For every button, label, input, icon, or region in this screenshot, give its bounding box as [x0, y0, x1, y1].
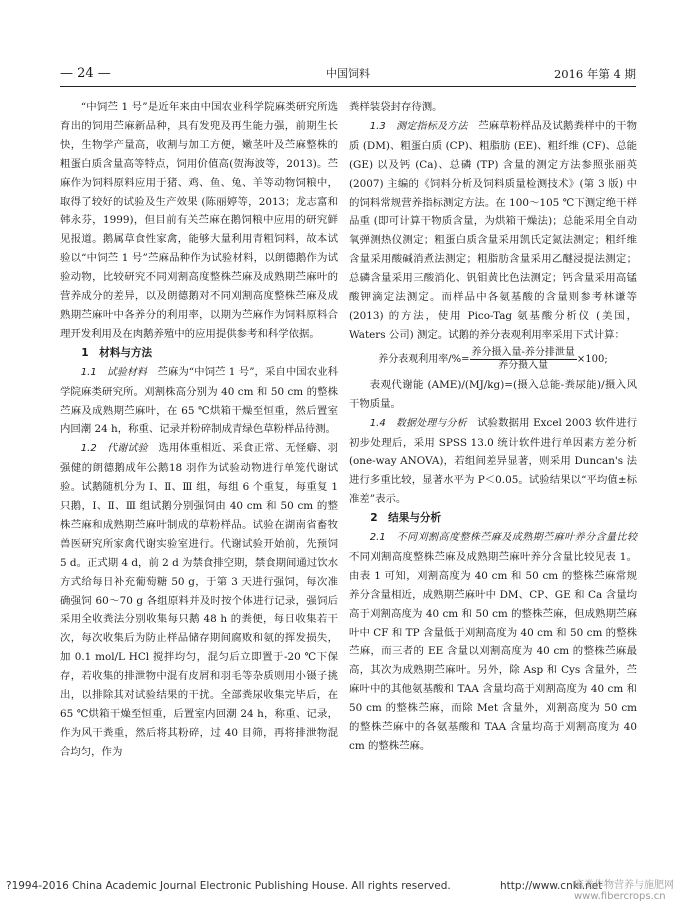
section-1-3-paragraph [349, 117, 637, 345]
page-number: — 24 — [60, 66, 111, 81]
site-watermark [574, 880, 674, 902]
watermark-url: www.fibercrops.cn [574, 891, 666, 902]
section-2-1-label: 2.1 不同刈割高度整株苎麻及成熟期苎麻叶养分含量比较 [369, 532, 637, 544]
section-2-heading: 2 结果与分析 [370, 512, 442, 525]
section-2-1-paragraph [349, 528, 637, 756]
section-1-2-text: 选用体重相近、采食正常、无怪癖、羽强健的朗德鹅成年公鹅18 羽作为试验动物进行单笼代谢试验。试鹅随机分为 Ⅰ、Ⅱ、Ⅲ 组，每组 6 个重复，每重复 1 只鹅，Ⅰ、Ⅱ、Ⅲ 组试鹅分别强饲由 40 cm 和 50 cm 的整株苎麻和成熟期苎麻叶制成的草粉样品。试验在湖南省畜牧兽医研究所家禽代谢实验室进行。代谢试验开始前，先预饲 5 d。正式期 4 d，前 2 d 为禁食排空期，禁食期间通过饮水方式给每日补充葡萄糖 50 g，于第 3 天进行强饲，每次准确强饲 60～70 g 各组原料并及时按个体进行记录，强饲后采用全收粪法分别收集每只鹅 48 h 的粪便，每日收集若干次，每次收集后为防止样品储存期间腐败和氨的挥发损失，加 0.1 mol/L HCl 搅拌均匀，混匀后立即置于-20 ℃下保存，若收集的排泄物中混有皮屑和羽毛等杂质则用小镊子挑出，以排除其对试验结果的干扰。全部粪尿收集完毕后，在 65 ℃烘箱干燥至恒重，后置室内回潮 24 h，称重、记录，作为风干粪重，然后将其粉碎，过 40 目筛，再将排泄物混合均匀，作为 [60, 442, 339, 758]
section-1-4-text: 试验数据用 Excel 2003 软件进行初步处理后，采用 SPSS 13.0 统计软件进行单因素方差分析(one-way ANOVA)，若组间差异显著，则采用 Duncan's 法进行多重比较，显著水平为 P＜0.05。试验结果以“平均值±标准差”表示。 [349, 416, 637, 506]
running-header [60, 66, 636, 82]
journal-name: 中国饲料 [326, 67, 370, 80]
page-footer [0, 880, 686, 902]
formula-tail: ×100; [576, 353, 608, 365]
formula-fraction [470, 347, 577, 372]
continued-text: 粪样装袋封存待测。 [349, 101, 443, 113]
watermark-title: 麻类作物营养与施肥网 [574, 880, 674, 891]
section-1-1-text: 苎麻为“中饲苎 1 号”，采自中国农业科学院麻类研究所。刈割株高分别为 40 cm 和 50 cm 的整株苎麻及成熟期苎麻叶，在 65 ℃烘箱干燥至恒重，然后置室内回潮 24 h，称重、记录并粉碎制成青绿色草粉样品待测。 [60, 365, 339, 436]
formula-numerator: 养分摄入量-养分排泄量 [471, 346, 575, 358]
header-rule [60, 86, 636, 87]
formula-lhs: 养分表观利用率/%= [378, 353, 470, 365]
section-1-1-label: 1.1 试验材料 [80, 366, 147, 378]
cnki-link[interactable]: http://www.cnki.net [500, 880, 603, 892]
section-1-1-paragraph [60, 363, 338, 440]
section-1-2-paragraph [60, 439, 338, 761]
section-1-3-text: 苎麻草粉样品及试鹅粪样中的干物质 (DM)、粗蛋白质 (CP)、粗脂肪 (EE)、粗纤维 (CF)、总能 (GE) 以及钙 (Ca)、总磷 (TP) 含量的测定方法参照张丽英 (2007) 主编的《饲料分析及饲料质量检测技术》(第 3 版) 中的饲料常规营养指标测定方法。在 100～105 ℃下测定绝干样品重 (即可计算干物质含量，为烘箱干燥法)；总能采用全自动氧弹测热仪测定；粗蛋白质含量采用凯氏定氮法测定；粗纤维含量采用酸碱消煮法测定；粗脂肪含量采用乙醚浸提法测定；总磷含量采用三酸消化、钒钼黄比色法测定；钙含量采用高锰酸钾滴定法测定。而样品中各氨基酸的含量则参考林谦等 (2013) 的方法，使用 Pico-Tag 氨基酸分析仪 (美国，Waters 公司) 测定。试鹅的养分表观利用率采用下式计算： [349, 119, 638, 341]
formula-denominator: 养分摄入量 [498, 359, 549, 371]
right-column [349, 98, 637, 756]
section-1-3-label: 1.3 测定指标及方法 [369, 120, 468, 132]
section-1-4-label: 1.4 数据处理与分析 [369, 417, 467, 429]
left-column [60, 98, 338, 762]
section-1-heading: 1 材料与方法 [81, 346, 153, 359]
issue-label: 2016 年第 4 期 [553, 67, 636, 81]
utilization-formula [349, 347, 637, 372]
intro-paragraph: “中饲苎 1 号”是近年来由中国农业科学院麻类研究所选育出的饲用苎麻新品种，具有发兜及再生能力强，前期生长快，生物学产量高，收割与加工方便，嫩茎叶及苎麻整株的粗蛋白质含量高等特点，饲用价值高(贺海波等，2013)。苎麻作为饲料原料应用于猪、鸡、鱼、兔、羊等动物饲粮中，取得了较好的试验及生产效果 (陈丽婷等，2013；龙志富和韩永芬，1999)，但目前有关苎麻在鹅饲粮中应用的研究鲜见报道。鹅属草食性家禽，能够大量利用青粗饲料，故本试验以“中饲苎 1 号”苎麻品种作为试验材料，以朗德鹅作为试验动物，比较研究不同刈割高度整株苎麻及成熟期苎麻叶的营养成分的差异，以及朗德鹅对不同刈割高度整株苎麻及成熟期苎麻叶中各养分的利用率，以期为苎麻作为饲料原料合理开发利用及在肉鹅养殖中的应用提供参考和科学依据。 [60, 101, 338, 340]
ame-formula: 表观代谢能 (AME)/(MJ/kg)=(摄入总能-粪尿能)/摄入风干物质量。 [349, 378, 637, 410]
section-2-1-text: 不同刈割高度整株苎麻及成熟期苎麻叶养分含量比较见表 1。由表 1 可知，刈割高度为 40 cm 和 50 cm 的整株苎麻常规养分含量相近，成熟期苎麻叶中 DM、CP、GE 和 Ca 含量均高于刈割高度为 40 cm 和 50 cm 的整株苎麻，但成熟期苎麻叶中 CF 和 TP 含量低于刈割高度为 40 cm 和 50 cm 的整株苎麻，而三者的 EE 含量以刈割高度为 40 cm 的整株苎麻最高，其次为成熟期苎麻叶。另外，除 Asp 和 Cys 含量外，苎麻叶中的其他氨基酸和 TAA 含量均高于刈割高度为 40 cm 和 50 cm 的整株苎麻，而除 Met 含量外，刈割高度为 50 cm 的整株苎麻中的各氨基酸和 TAA 含量均高于刈割高度为 40 cm 的整株苎麻。 [349, 550, 637, 752]
section-1-4-paragraph [349, 414, 637, 510]
copyright-notice: ?1994-2016 China Academic Journal Electronic Publishing House. All rights reserved. [6, 880, 451, 892]
section-1-2-label: 1.2 代谢试验 [80, 443, 148, 455]
